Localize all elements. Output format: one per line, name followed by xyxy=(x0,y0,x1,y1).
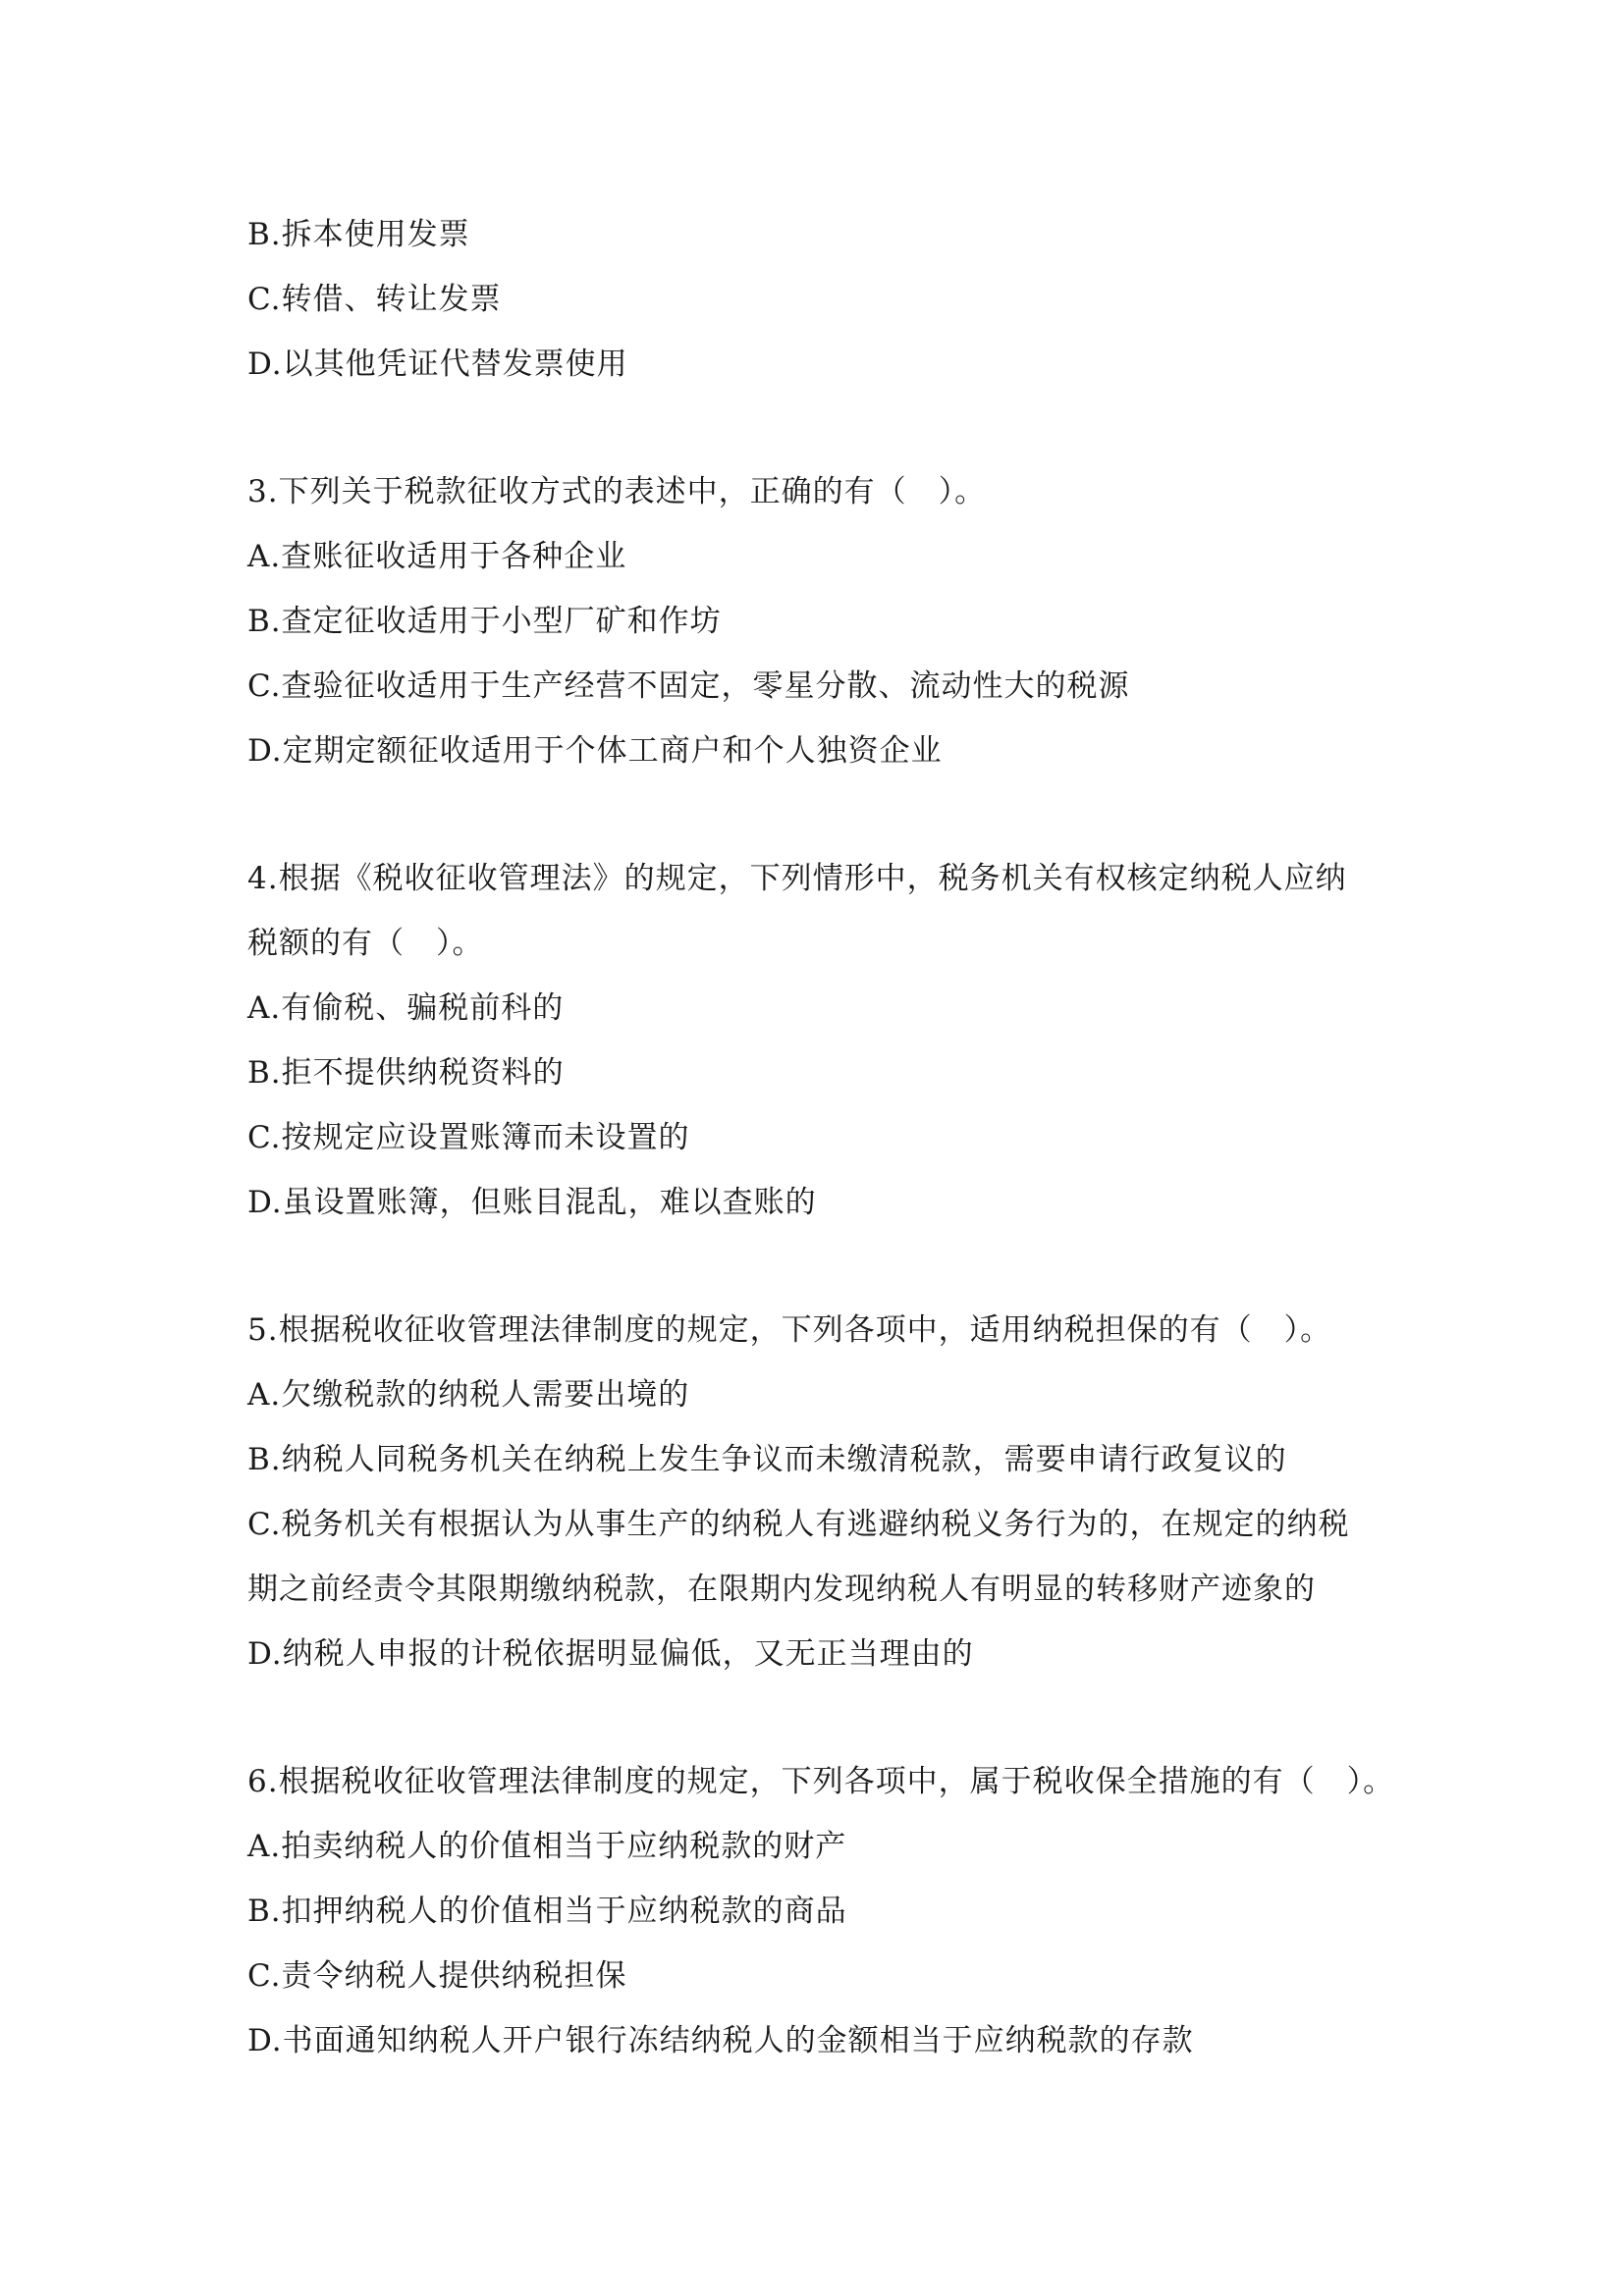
question-stem: 4.根据《税收征收管理法》的规定，下列情形中，税务机关有权核定纳税人应纳 xyxy=(247,861,1347,896)
question-stem: 3.下列关于税款征收方式的表述中，正确的有（ ）。 xyxy=(247,474,987,509)
option-c: C.按规定应设置账簿而未设置的 xyxy=(247,1120,690,1155)
question-2-continued xyxy=(247,202,1406,397)
option-d: D.书面通知纳税人开户银行冻结纳税人的金额相当于应纳税款的存款 xyxy=(247,2023,1194,2058)
option-c: C.转借、转让发票 xyxy=(247,282,502,317)
option-b: B.查定征收适用于小型厂矿和作坊 xyxy=(247,604,722,639)
option-c: C.税务机关有根据认为从事生产的纳税人有逃避纳税义务行为的，在规定的纳税 xyxy=(247,1507,1350,1542)
option-a: A.欠缴税款的纳税人需要出境的 xyxy=(247,1377,690,1413)
option-d: D.定期定额征收适用于个体工商户和个人独资企业 xyxy=(247,733,943,769)
option-a: A.有偷税、骗税前科的 xyxy=(247,990,565,1026)
question-6 xyxy=(247,1749,1406,2073)
option-d: D.以其他凭证代替发票使用 xyxy=(247,347,628,382)
option-a: A.拍卖纳税人的价值相当于应纳税款的财产 xyxy=(247,1829,847,1864)
option-b: B.拒不提供纳税资料的 xyxy=(247,1055,565,1091)
question-stem: 6.根据税收征收管理法律制度的规定，下列各项中，属于税收保全措施的有（ ）。 xyxy=(247,1764,1395,1799)
option-c: C.责令纳税人提供纳税担保 xyxy=(247,1958,627,1994)
document-content xyxy=(247,202,1406,2073)
option-a: A.查账征收适用于各种企业 xyxy=(247,539,627,574)
option-b: B.纳税人同税务机关在纳税上发生争议而未缴清税款，需要申请行政复议的 xyxy=(247,1442,1287,1477)
question-stem-continued: 税额的有（ ）。 xyxy=(247,926,484,961)
option-d: D.纳税人申报的计税依据明显偏低，又无正当理由的 xyxy=(247,1636,974,1672)
question-3 xyxy=(247,459,1406,783)
option-c: C.查验征收适用于生产经营不固定，零星分散、流动性大的税源 xyxy=(247,668,1130,704)
option-d: D.虽设置账簿，但账目混乱，难以查账的 xyxy=(247,1185,817,1220)
option-b: B.扣押纳税人的价值相当于应纳税款的商品 xyxy=(247,1894,847,1929)
option-b: B.拆本使用发票 xyxy=(247,217,470,252)
question-5 xyxy=(247,1298,1406,1686)
question-4 xyxy=(247,846,1406,1235)
question-stem: 5.根据税收征收管理法律制度的规定，下列各项中，适用纳税担保的有（ ）。 xyxy=(247,1312,1332,1348)
option-c-continued: 期之前经责令其限期缴纳税款，在限期内发现纳税人有明显的转移财产迹象的 xyxy=(247,1572,1316,1607)
